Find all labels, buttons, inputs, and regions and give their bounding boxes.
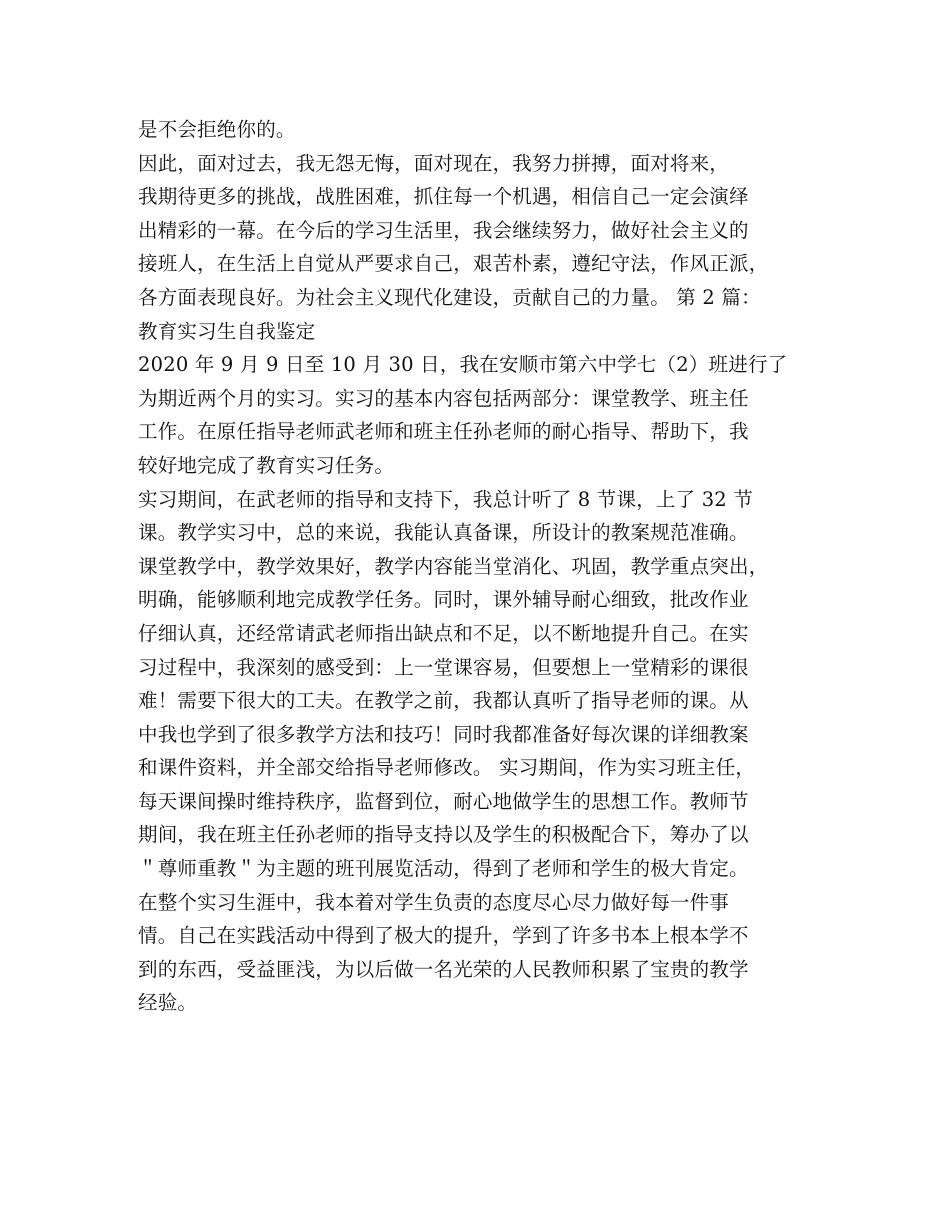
text-line: 工作。在原任指导老师武老师和班主任孙老师的耐心指导、帮助下，我 [138, 420, 749, 444]
text-line: 在整个实习生涯中，我本着对学生负责的态度尽心尽力做好每一件事 [138, 890, 730, 914]
text-line: 中我也学到了很多教学方法和技巧！同时我都准备好每次课的详细教案 [138, 722, 749, 746]
text-line: 课堂教学中，教学效果好，教学内容能当堂消化、巩固，教学重点突出， [138, 554, 769, 578]
text-line: ＂尊师重教＂为主题的班刊展览活动，得到了老师和学生的极大肯定。 [138, 857, 749, 881]
text-line: 习过程中，我深刻的感受到：上一堂课容易，但要想上一堂精彩的课很 [138, 655, 749, 679]
text-line: 是不会拒绝你的。 [138, 118, 296, 141]
text-line: 2020 年 9 月 9 日至 10 月 30 日，我在安顺市第六中学七（2）班进行了 [138, 353, 788, 377]
text-line: 各方面表现良好。为社会主义现代化建设，贡献自己的力量。 第 2 篇： [138, 285, 761, 309]
text-line: 课。教学实习中，总的来说，我能认真备课，所设计的教案规范准确。 [138, 521, 749, 545]
text-line: 和课件资料，并全部交给指导老师修改。 实习期间，作为实习班主任， [138, 756, 756, 780]
text-line: 到的东西，受益匪浅，为以后做一名光荣的人民教师积累了宝贵的教学 [138, 957, 749, 981]
text-line: 仔细认真，还经常请武老师指出缺点和不足，以不断地提升自己。在实 [138, 621, 749, 645]
text-line: 我期待更多的挑战，战胜困难，抓住每一个机遇，相信自己一定会演绎 [138, 185, 749, 209]
text-line: 期间，我在班主任孙老师的指导支持以及学生的积极配合下，筹办了以 [138, 823, 749, 847]
text-line: 经验。 [138, 991, 198, 1015]
text-line: 情。自己在实践活动中得到了极大的提升，学到了许多书本上根本学不 [138, 924, 749, 948]
text-line: 明确，能够顺利地完成教学任务。同时，课外辅导耐心细致，批改作业 [138, 588, 749, 612]
text-line: 每天课间操时维持秩序，监督到位，耐心地做学生的思想工作。教师节 [138, 789, 749, 813]
text-line: 实习期间，在武老师的指导和支持下，我总计听了 8 节课，上了 32 节 [138, 487, 754, 511]
document-body [138, 113, 838, 1020]
text-line: 出精彩的一幕。在今后的学习生活里，我会继续努力，做好社会主义的 [138, 218, 749, 242]
text-line: 较好地完成了教育实习任务。 [138, 453, 395, 477]
text-line: 因此，面对过去，我无怨无悔，面对现在，我努力拼搏，面对将来， [138, 151, 730, 175]
text-line: 接班人，在生活上自觉从严要求自己，艰苦朴素，遵纪守法，作风正派， [138, 252, 769, 276]
text-line: 难！需要下很大的工夫。在教学之前，我都认真听了指导老师的课。从 [138, 689, 749, 713]
section-heading: 教育实习生自我鉴定 [138, 319, 316, 343]
text-line: 为期近两个月的实习。实习的基本内容包括两部分：课堂教学、班主任 [138, 386, 749, 410]
